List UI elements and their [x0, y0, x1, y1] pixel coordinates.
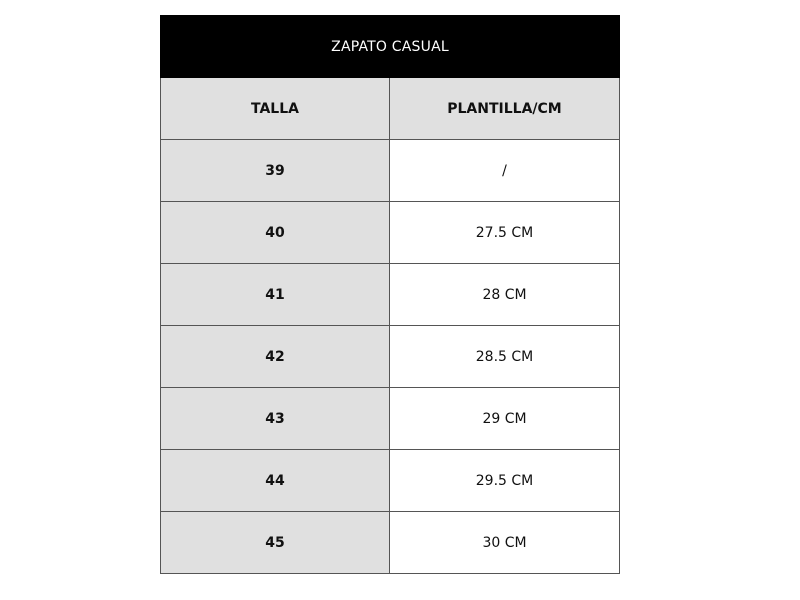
size-cell: 42 — [161, 326, 390, 388]
size-cell: 45 — [161, 512, 390, 574]
table-row — [161, 450, 620, 512]
table-row — [161, 388, 620, 450]
insole-cell: / — [390, 140, 620, 202]
size-cell: 43 — [161, 388, 390, 450]
insole-cell: 28.5 CM — [390, 326, 620, 388]
size-cell: 40 — [161, 202, 390, 264]
table-row — [161, 512, 620, 574]
size-cell: 41 — [161, 264, 390, 326]
insole-cell: 28 CM — [390, 264, 620, 326]
title-row — [161, 16, 620, 78]
insole-cell: 29.5 CM — [390, 450, 620, 512]
size-cell: 39 — [161, 140, 390, 202]
size-cell: 44 — [161, 450, 390, 512]
column-header-insole: PLANTILLA/CM — [390, 78, 620, 140]
insole-cell: 29 CM — [390, 388, 620, 450]
table-title: ZAPATO CASUAL — [161, 16, 620, 78]
column-header-size: TALLA — [161, 78, 390, 140]
table-row — [161, 264, 620, 326]
size-chart-table — [160, 15, 620, 574]
insole-cell: 27.5 CM — [390, 202, 620, 264]
table-row — [161, 140, 620, 202]
header-row — [161, 78, 620, 140]
table-row — [161, 202, 620, 264]
table-row — [161, 326, 620, 388]
insole-cell: 30 CM — [390, 512, 620, 574]
